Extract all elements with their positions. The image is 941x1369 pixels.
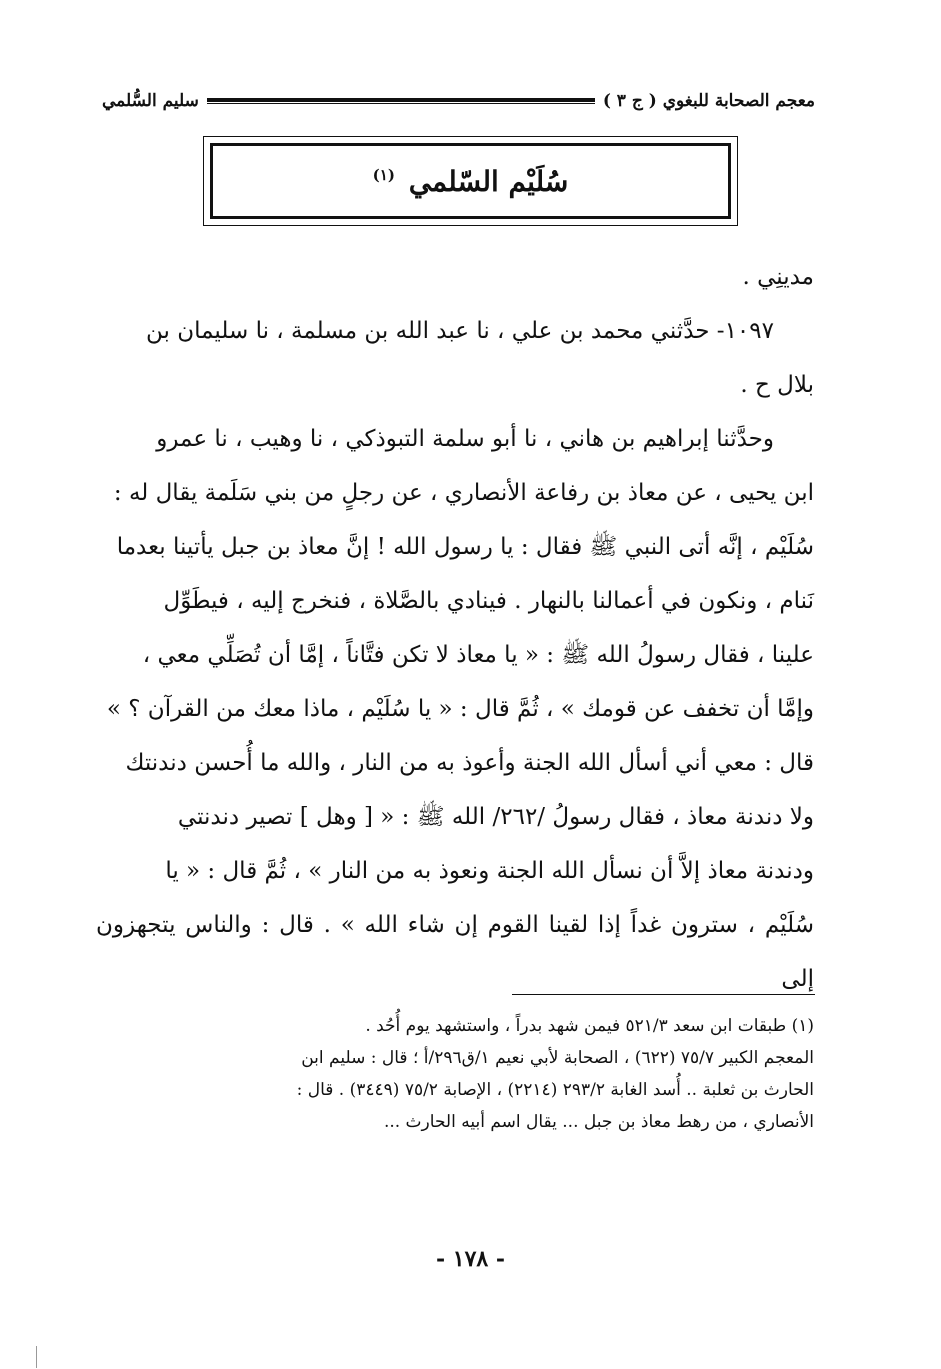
- entry-title-text: سُلَيْم السّلمي: [408, 164, 569, 198]
- body-line: سُلَيْم ، إنَّه أتى النبي ﷺ فقال : يا رسول الله ! إنَّ معاذ بن جبل يأتينا بعدما: [116, 534, 814, 560]
- body-line: وإمَّا أن تخفف عن قومك » ، ثُمَّ قال : « يا سُلَيْم ، ماذا معك من القرآن ؟ »: [106, 696, 814, 722]
- body-line: وحدَّثنا إبراهيم بن هاني ، نا أبو سلمة التبوذكي ، نا وهيب ، نا عمرو: [156, 426, 774, 452]
- title-frame: [203, 136, 738, 226]
- scan-margin-mark: [36, 1346, 37, 1368]
- chapter-name: سليم السُّلمي: [102, 91, 199, 111]
- body-line: علينا ، فقال رسولُ الله ﷺ : « يا معاذ لا تكن فتَّاناً ، إمَّا أن تُصَلِّي معي ،: [142, 642, 814, 668]
- entry-title: [373, 165, 569, 198]
- header-rule: [207, 98, 595, 104]
- body-line: سُلَيْم ، سترون غداً إذا لقينا القوم إن شاء الله » . قال : والناس يتجهزون إلى: [96, 912, 814, 992]
- footnote-divider: [512, 994, 815, 995]
- title-footnote-mark: (١): [372, 166, 395, 185]
- footnotes: [96, 1010, 814, 1138]
- body-line: قال : معي أني أسأل الله الجنة وأعوذ به من النار ، والله ما أُحسن دندنتك: [125, 750, 814, 776]
- running-header: [102, 86, 815, 116]
- body-line: نَنام ، ونكون في أعمالنا بالنهار . فينادي بالصَّلاة ، فنخرج إليه ، فيطَوِّل: [163, 588, 814, 614]
- title-frame-inner: [210, 143, 731, 219]
- footnote-line: (١) طبقات ابن سعد ٥٢١/٣ فيمن شهد بدراً ، واستشهد يوم أُحُد .: [365, 1016, 814, 1036]
- page-number: - ١٧٨ -: [435, 1246, 506, 1272]
- book-title: معجم الصحابة للبغوي ( ج ٣ ): [602, 91, 815, 111]
- body-line: ودندنة معاذ إلاَّ أن نسأل الله الجنة ونعوذ به من النار » ، ثُمَّ قال : « يا: [165, 858, 814, 884]
- hadith-number-line: ١٠٩٧- حدَّثني محمد بن علي ، نا عبد الله بن مسلمة ، نا سليمان بن: [146, 318, 774, 344]
- body-line: بلال ح .: [740, 372, 814, 398]
- body-line: ولا دندنة معاذ ، فقال رسولُ /٢٦٢/ الله ﷺ : « [ وهل ] تصير دندنتي: [177, 804, 814, 830]
- body-text: [96, 250, 814, 1006]
- body-line: مدينِي .: [742, 264, 814, 290]
- footnote-line: الأنصاري ، من رهط معاذ بن جبل ... يقال اسم أبيه الحارث ...: [383, 1112, 814, 1132]
- footnote-line: المعجم الكبير ٧٥/٧ (٦٢٢) ، الصحابة لأبي نعيم ١/ق٢٩٦/أ ؛ قال : سليم ابن: [301, 1048, 814, 1068]
- body-line: ابن يحيى ، عن معاذ بن رفاعة الأنصاري ، عن رجلٍ من بني سَلَمة يقال له :: [113, 480, 814, 506]
- footnote-line: الحارث بن ثعلبة .. أُسد الغابة ٢٩٣/٢ (٢٢١٤) ، الإصابة ٧٥/٢ (٣٤٤٩) . قال :: [296, 1080, 814, 1100]
